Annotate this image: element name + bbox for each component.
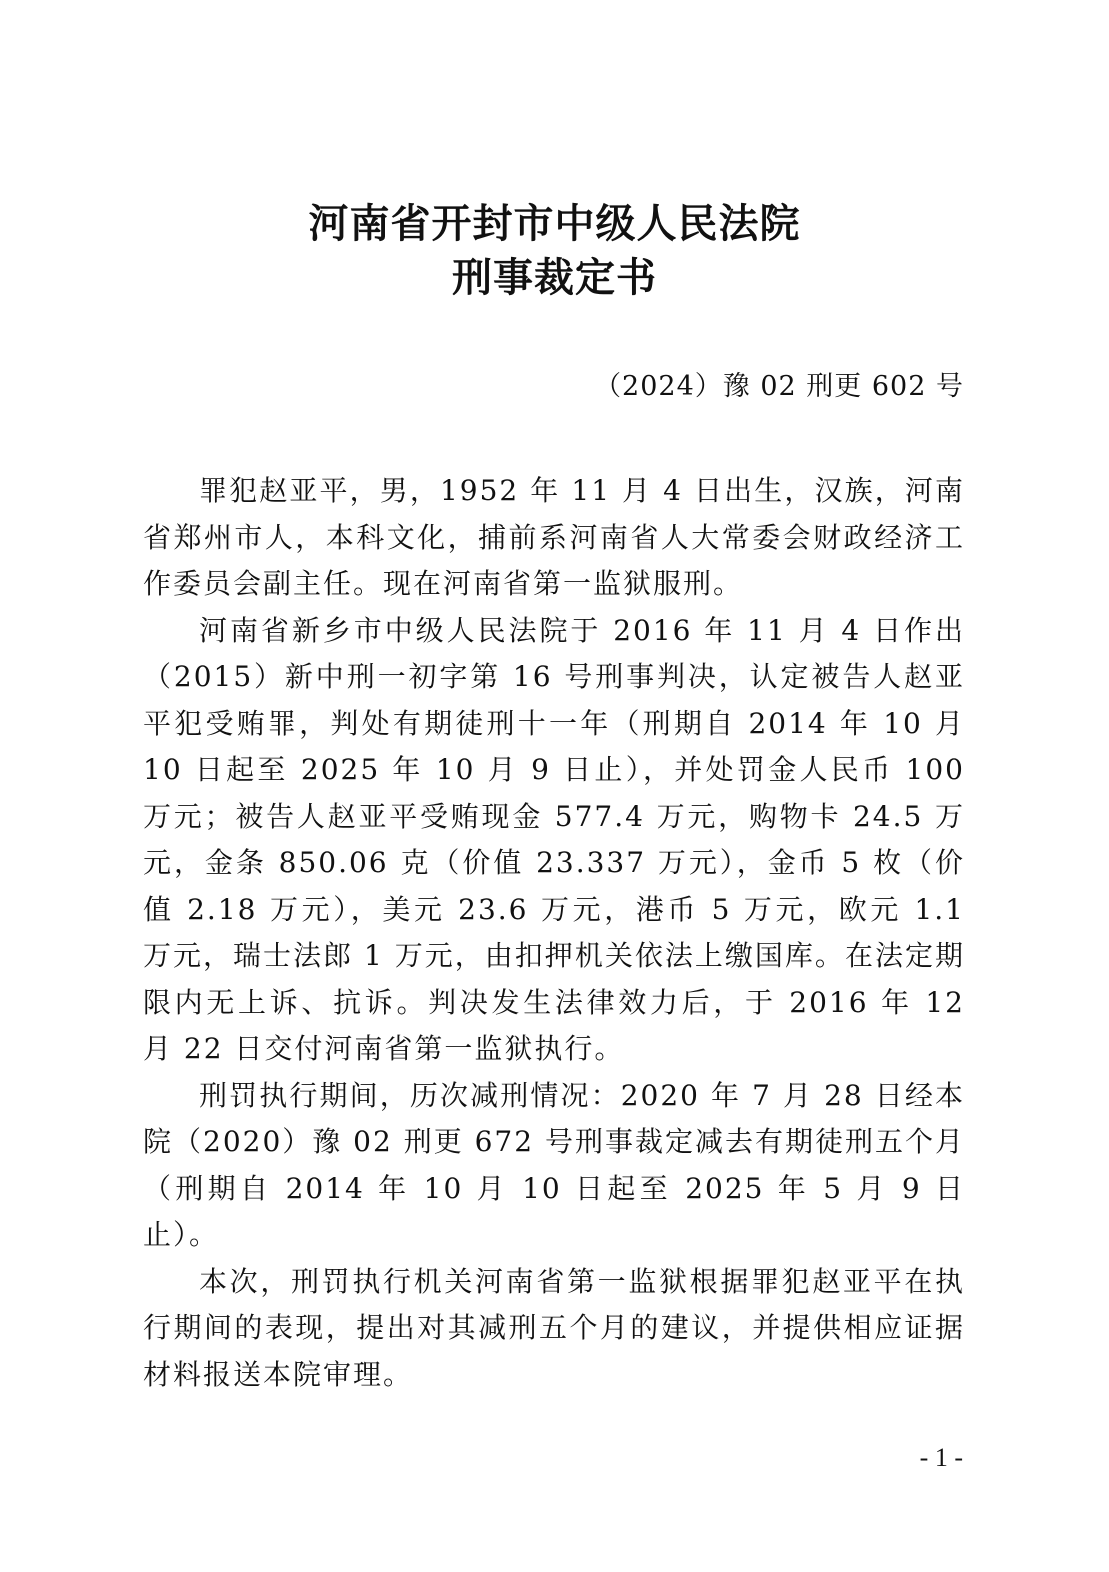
paragraph-previous-reductions: 刑罚执行期间，历次减刑情况：2020 年 7 月 28 日经本院（2020）豫 02 刑更 672 号刑事裁定减去有期徒刑五个月（刑期自 2014 年 10 月 10 日起至 2025 年 5 月 9 日止）。 (143, 1078, 965, 1251)
page-number: - 1 - (919, 1443, 963, 1472)
document-type-title: 刑事裁定书 (452, 254, 657, 301)
document-body (143, 468, 965, 1398)
paragraph-current-proposal: 本次，刑罚执行机关河南省第一监狱根据罪犯赵亚平在执行期间的表现，提出对其减刑五个月的建议，并提供相应证据材料报送本院审理。 (143, 1264, 965, 1391)
paragraph-original-judgment: 河南省新乡市中级人民法院于 2016 年 11 月 4 日作出（2015）新中刑一初字第 16 号刑事判决，认定被告人赵亚平犯受贿罪，判处有期徒刑十一年（刑期自 2014 年 10 月 10 日起至 2025 年 10 月 9 日止），并处罚金人民币 100 万元；被告人赵亚平受贿现金 577.4 万元，购物卡 24.5 万元，金条 850.06 克（价值 23.337 万元），金币 5 枚（价值 2.18 万元），美元 23.6 万元，港币 5 万元，欧元 1.1 万元，瑞士法郎 1 万元，由扣押机关依法上缴国库。在法定期限内无上诉、抗诉。判决发生法律效力后，于 2016 年 12 月 22 日交付河南省第一监狱执行。 (143, 613, 965, 1065)
court-name-title: 河南省开封市中级人民法院 (308, 200, 801, 247)
case-number: （2024）豫 02 刑更 602 号 (594, 371, 964, 402)
paragraph-criminal-info: 罪犯赵亚平，男，1952 年 11 月 4 日出生，汉族，河南省郑州市人，本科文化，捕前系河南省人大常委会财政经济工作委员会副主任。现在河南省第一监狱服刑。 (143, 474, 965, 600)
